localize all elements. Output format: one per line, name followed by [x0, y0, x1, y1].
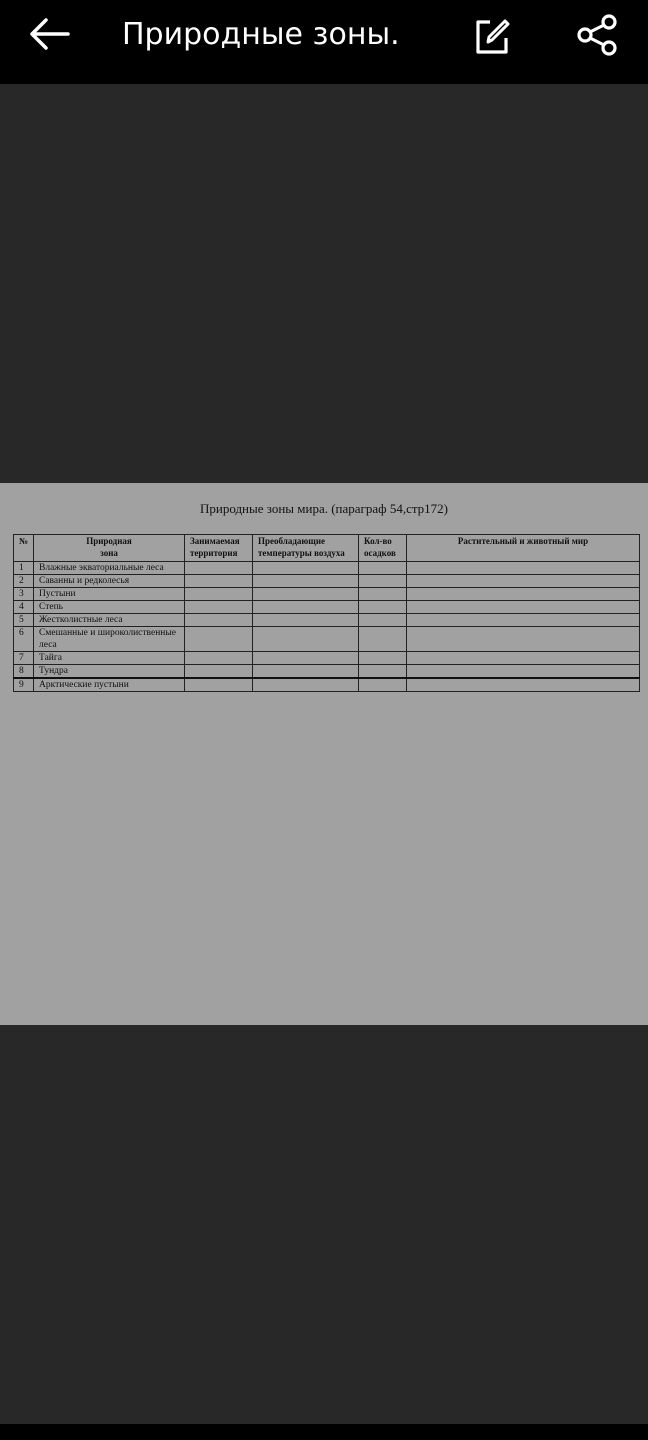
row-zone: Жестколистные леса: [34, 614, 185, 627]
table-row: [14, 627, 640, 652]
row-temperature: [253, 665, 359, 679]
share-icon: [572, 10, 624, 62]
header-zone: Природная зона: [34, 535, 185, 562]
row-territory: [185, 614, 253, 627]
edit-icon: [468, 12, 516, 60]
row-zone: Смешанные и широколиственные леса: [34, 627, 185, 652]
row-num: 2: [14, 575, 34, 588]
row-territory: [185, 627, 253, 652]
row-precipitation: [359, 627, 407, 652]
header-temperature: Преобладающие температуры воздуха: [253, 535, 359, 562]
row-precipitation: [359, 562, 407, 575]
row-precipitation: [359, 678, 407, 692]
row-territory: [185, 575, 253, 588]
row-territory: [185, 588, 253, 601]
row-num: 3: [14, 588, 34, 601]
document-title: Природные зоны мира. (параграф 54,стр172): [199, 501, 449, 516]
row-precipitation: [359, 588, 407, 601]
row-num: 7: [14, 652, 34, 665]
row-flora-fauna: [407, 627, 640, 652]
share-button[interactable]: [572, 10, 624, 62]
table-row: [14, 601, 640, 614]
table-header-row: [14, 535, 640, 562]
row-flora-fauna: [407, 575, 640, 588]
row-temperature: [253, 601, 359, 614]
table-row: [14, 652, 640, 665]
row-territory: [185, 601, 253, 614]
row-num: 1: [14, 562, 34, 575]
system-nav-bar: [0, 1424, 648, 1440]
row-flora-fauna: [407, 562, 640, 575]
row-temperature: [253, 652, 359, 665]
row-flora-fauna: [407, 678, 640, 692]
row-num: 8: [14, 665, 34, 679]
row-temperature: [253, 588, 359, 601]
row-flora-fauna: [407, 601, 640, 614]
page-title: Природные зоны.: [122, 17, 400, 52]
row-flora-fauna: [407, 665, 640, 679]
row-precipitation: [359, 652, 407, 665]
edit-button[interactable]: [468, 12, 516, 60]
row-zone: Арктические пустыни: [34, 678, 185, 692]
back-button[interactable]: [22, 12, 78, 58]
row-zone: Влажные экваториальные леса: [34, 562, 185, 575]
table-row: [14, 588, 640, 601]
table-row: [14, 665, 640, 679]
row-territory: [185, 562, 253, 575]
row-flora-fauna: [407, 588, 640, 601]
row-zone: Саванны и редколесья: [34, 575, 185, 588]
header-num: №: [14, 535, 34, 562]
natural-zones-table: [13, 534, 640, 692]
row-precipitation: [359, 575, 407, 588]
row-temperature: [253, 575, 359, 588]
row-temperature: [253, 614, 359, 627]
row-num: 6: [14, 627, 34, 652]
table-row: [14, 614, 640, 627]
row-territory: [185, 665, 253, 679]
row-flora-fauna: [407, 614, 640, 627]
row-num: 5: [14, 614, 34, 627]
header-territory: Занимаемая территория: [185, 535, 253, 562]
table-row: [14, 678, 640, 692]
row-temperature: [253, 562, 359, 575]
row-precipitation: [359, 665, 407, 679]
row-precipitation: [359, 601, 407, 614]
row-zone: Пустыни: [34, 588, 185, 601]
row-zone: Степь: [34, 601, 185, 614]
header-flora-fauna: Растительный и животный мир: [407, 535, 640, 562]
app-bar: [0, 0, 648, 84]
table-row: [14, 562, 640, 575]
row-territory: [185, 678, 253, 692]
table-row: [14, 575, 640, 588]
row-temperature: [253, 627, 359, 652]
arrow-left-icon: [22, 12, 78, 58]
header-precipitation: Кол-во осадков: [359, 535, 407, 562]
row-zone: Тайга: [34, 652, 185, 665]
document-page: [0, 483, 648, 1025]
row-temperature: [253, 678, 359, 692]
row-territory: [185, 652, 253, 665]
row-precipitation: [359, 614, 407, 627]
row-zone: Тундра: [34, 665, 185, 679]
row-num: 4: [14, 601, 34, 614]
row-flora-fauna: [407, 652, 640, 665]
row-num: 9: [14, 678, 34, 692]
